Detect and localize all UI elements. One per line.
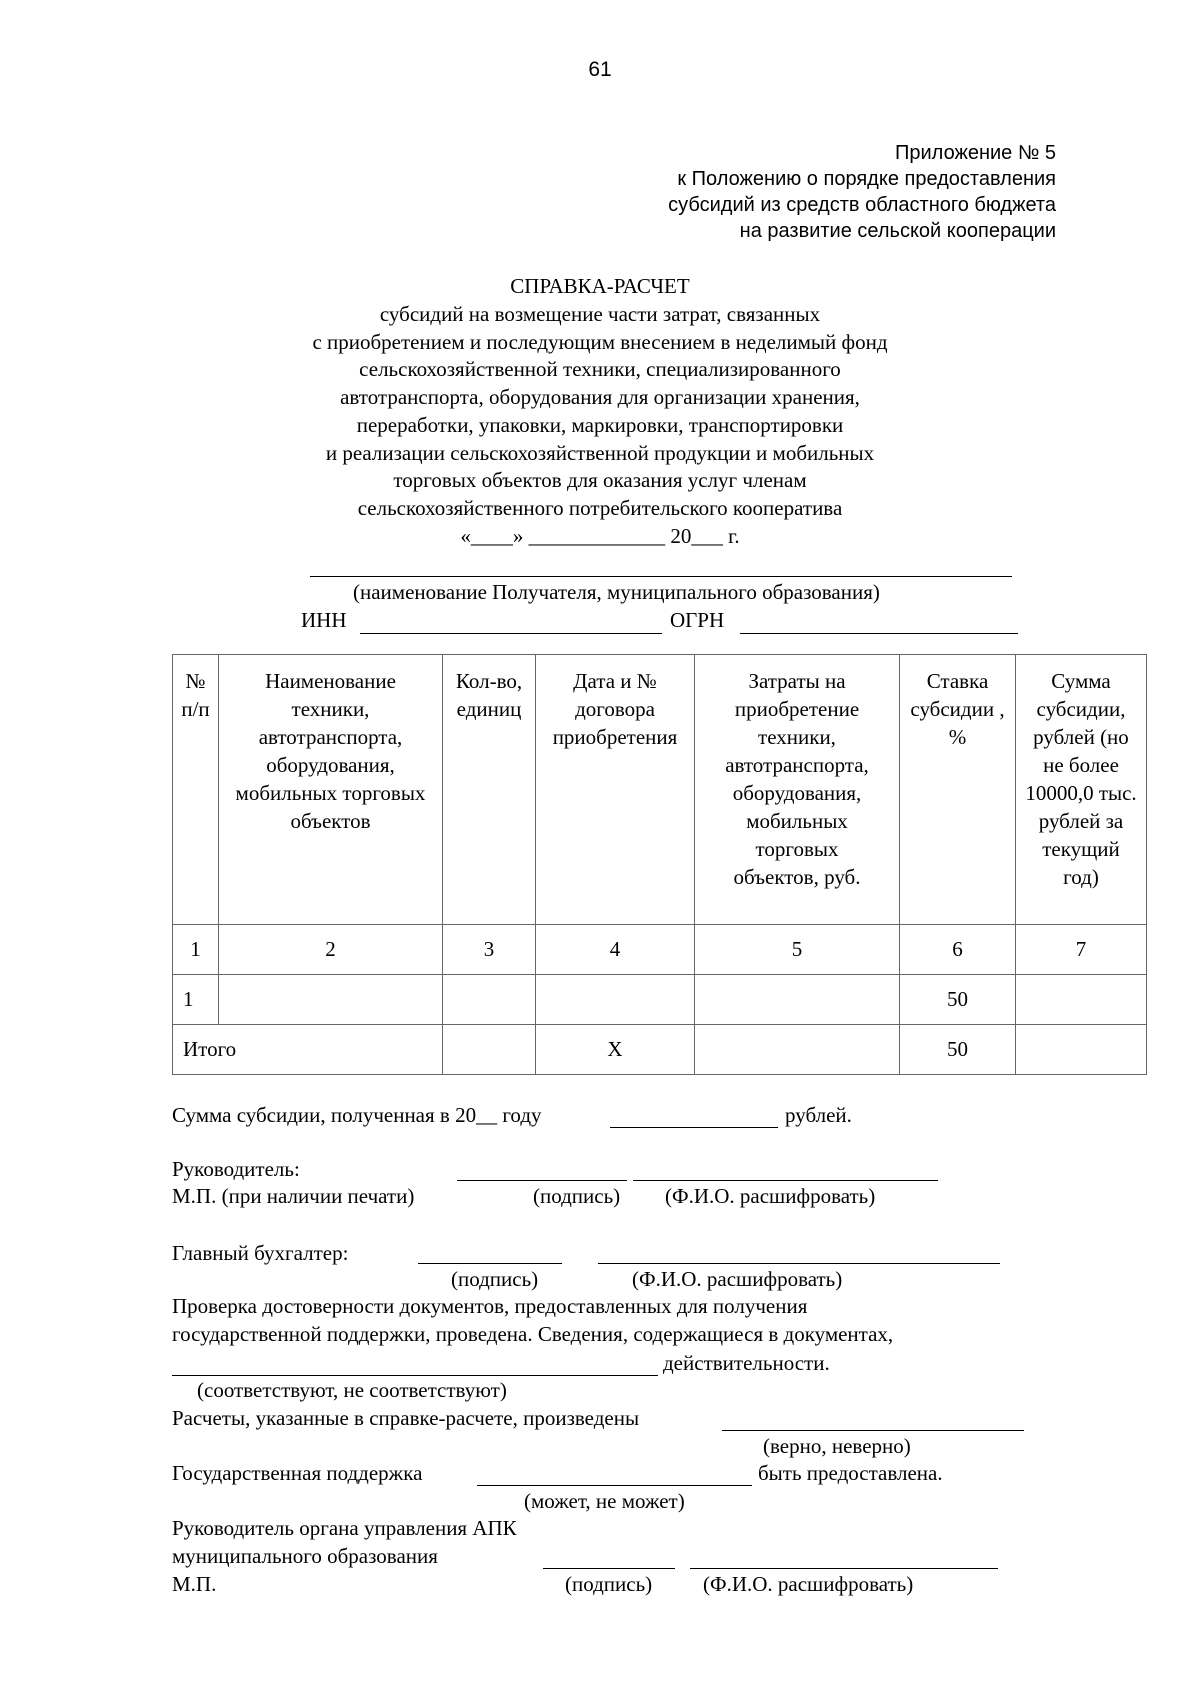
title-line: сельскохозяйственного потребительского кооператива (357, 496, 843, 520)
annex-line: субсидий из средств областного бюджета (668, 194, 1056, 216)
document-title: СПРАВКА-РАСЧЕТ (510, 274, 690, 298)
calculation-table (172, 654, 1147, 1075)
head-name-field[interactable] (633, 1180, 938, 1181)
title-line: сельскохозяйственной техники, специализированного (359, 357, 841, 381)
calculations-text: Расчеты, указанные в справке-расчете, произведены (172, 1406, 640, 1430)
column-number-row (173, 925, 1147, 975)
column-number: 4 (536, 925, 695, 975)
accountant-signature-field[interactable] (418, 1263, 562, 1264)
apk-head-label: муниципального образования (172, 1544, 438, 1568)
title-line: субсидий на возмещение части затрат, связанных (379, 302, 821, 326)
header-cell: Ставка субсидии , % (900, 655, 1016, 925)
page-number: 61 (588, 58, 612, 81)
support-text: Государственная поддержка (172, 1461, 423, 1485)
received-subsidy-text: Сумма субсидии, полученная в 20__ году (172, 1103, 542, 1127)
column-number: 6 (900, 925, 1016, 975)
table-row (173, 975, 1147, 1025)
signature-caption: (подпись) (451, 1267, 539, 1291)
apk-head-label: Руководитель органа управления АПК (172, 1516, 517, 1540)
head-label: Руководитель: (172, 1157, 300, 1181)
verification-result-field[interactable] (172, 1375, 658, 1376)
name-caption: (Ф.И.О. расшифровать) (632, 1267, 843, 1291)
total-quantity-cell[interactable] (443, 1025, 536, 1075)
support-suffix: быть предоставлена. (758, 1461, 943, 1485)
column-number: 7 (1016, 925, 1147, 975)
total-rate-cell: 50 (900, 1025, 1016, 1075)
head-stamp-label: М.П. (при наличии печати) (172, 1184, 415, 1208)
support-result-field[interactable] (477, 1485, 752, 1486)
sum-cell[interactable] (1016, 975, 1147, 1025)
received-subsidy-unit: рублей. (785, 1103, 852, 1127)
signature-caption: (подпись) (565, 1572, 653, 1596)
total-label: Итого (173, 1025, 443, 1075)
verification-caption: (соответствуют, не соответствуют) (197, 1378, 507, 1402)
header-cell: Кол-во, единиц (443, 655, 536, 925)
rate-cell: 50 (900, 975, 1016, 1025)
column-number: 5 (695, 925, 900, 975)
calculations-result-field[interactable] (722, 1430, 1024, 1431)
ogrn-label: ОГРН (670, 608, 725, 632)
column-number: 2 (219, 925, 443, 975)
apk-head-name-field[interactable] (690, 1568, 998, 1569)
received-amount-field[interactable] (610, 1127, 778, 1128)
column-number: 1 (173, 925, 219, 975)
annex-line: Приложение № 5 (895, 142, 1056, 164)
column-number: 3 (443, 925, 536, 975)
title-line: с приобретением и последующим внесением в неделимый фонд (312, 330, 888, 354)
ogrn-field[interactable] (740, 633, 1018, 634)
apk-stamp-label: М.П. (172, 1572, 217, 1596)
annex-line: на развитие сельской кооперации (739, 220, 1056, 242)
accountant-label: Главный бухгалтер: (172, 1241, 349, 1265)
contract-cell[interactable] (536, 975, 695, 1025)
name-caption: (Ф.И.О. расшифровать) (665, 1184, 876, 1208)
recipient-caption: (наименование Получателя, муниципального образования) (353, 580, 880, 604)
header-cell: Сумма субсидии, рублей (но не более 10000,0 тыс. рублей за текущий год) (1016, 655, 1147, 925)
signature-caption: (подпись) (533, 1184, 621, 1208)
header-cell: Дата и № договора приобретения (536, 655, 695, 925)
date-line: «____» _____________ 20___ г. (460, 524, 740, 548)
total-row (173, 1025, 1147, 1075)
title-line: торговых объектов для оказания услуг членам (393, 468, 807, 492)
title-line: переработки, упаковки, маркировки, транспортировки (356, 413, 844, 437)
inn-field[interactable] (360, 633, 662, 634)
verification-text: государственной поддержки, проведена. Сведения, содержащиеся в документах, (172, 1322, 894, 1346)
total-costs-cell[interactable] (695, 1025, 900, 1075)
calculations-caption: (верно, неверно) (763, 1434, 911, 1458)
header-cell: Наименование техники, автотранспорта, оборудования, мобильных торговых объектов (219, 655, 443, 925)
header-cell: № п/п (173, 655, 219, 925)
header-cell: Затраты на приобретение техники, автотранспорта, оборудования, мобильных торговых объектов, руб. (695, 655, 900, 925)
apk-head-signature-field[interactable] (543, 1568, 675, 1569)
head-signature-field[interactable] (457, 1180, 627, 1181)
verification-suffix: действительности. (663, 1351, 830, 1375)
verification-text: Проверка достоверности документов, предоставленных для получения (172, 1294, 808, 1318)
name-cell[interactable] (219, 975, 443, 1025)
title-line: и реализации сельскохозяйственной продукции и мобильных (325, 441, 875, 465)
annex-line: к Положению о порядке предоставления (677, 168, 1056, 190)
name-caption: (Ф.И.О. расшифровать) (703, 1572, 914, 1596)
total-contract-cell: X (536, 1025, 695, 1075)
total-sum-cell[interactable] (1016, 1025, 1147, 1075)
row-number-cell: 1 (173, 975, 219, 1025)
inn-label: ИНН (301, 608, 347, 632)
costs-cell[interactable] (695, 975, 900, 1025)
recipient-name-field[interactable] (310, 576, 1012, 577)
support-caption: (может, не может) (524, 1489, 685, 1513)
title-line: автотранспорта, оборудования для организации хранения, (340, 385, 860, 409)
table-header-row (173, 655, 1147, 925)
accountant-name-field[interactable] (598, 1263, 1000, 1264)
quantity-cell[interactable] (443, 975, 536, 1025)
